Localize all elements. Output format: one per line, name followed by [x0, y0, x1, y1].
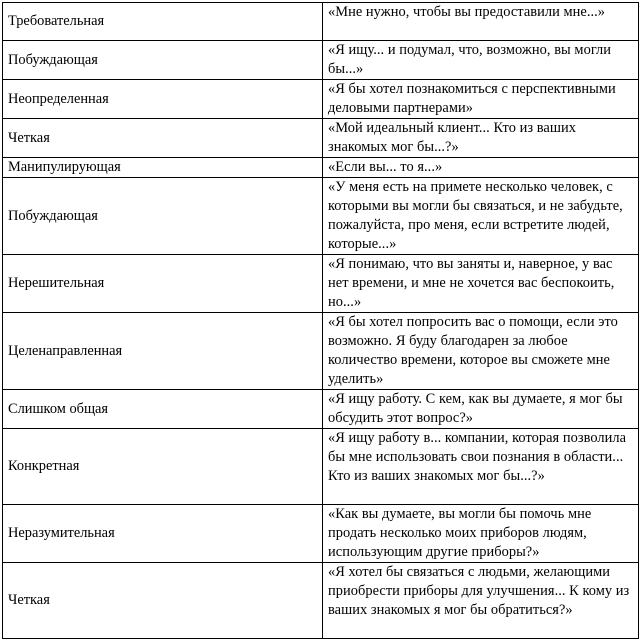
table-row — [3, 119, 639, 158]
example-phrase-cell: «Я бы хотел познакомиться с перспективными деловыми партнерами» — [323, 80, 639, 119]
table-row — [3, 313, 639, 390]
request-type-cell: Требовательная — [3, 3, 323, 41]
request-type-cell: Нерешительная — [3, 255, 323, 313]
request-type-cell: Четкая — [3, 119, 323, 158]
example-phrase-cell: «Мой идеальный клиент... Кто из ваших знакомых мог бы...?» — [323, 119, 639, 158]
table-row — [3, 80, 639, 119]
table-row — [3, 505, 639, 563]
request-type-cell: Целенаправленная — [3, 313, 323, 390]
example-phrase-cell: «Мне нужно, чтобы вы предоставили мне...» — [323, 3, 639, 41]
table-row — [3, 41, 639, 80]
example-phrase-cell: «Я бы хотел попросить вас о помощи, если это возможно. Я буду благодарен за любое количество времени, которое вы сможете мне уделить» — [323, 313, 639, 390]
request-type-cell: Неразумительная — [3, 505, 323, 563]
example-phrase-cell: «Я понимаю, что вы заняты и, наверное, у вас нет времени, и мне не хочется вас беспокоить, но...» — [323, 255, 639, 313]
request-types-table — [2, 2, 639, 639]
request-type-cell: Побуждающая — [3, 41, 323, 80]
request-type-cell: Манипулирующая — [3, 158, 323, 178]
table-row — [3, 158, 639, 178]
table-body — [3, 3, 639, 639]
example-phrase-cell: «Если вы... то я...» — [323, 158, 639, 178]
table-row — [3, 255, 639, 313]
request-type-cell: Побуждающая — [3, 178, 323, 255]
table-row — [3, 3, 639, 41]
request-type-cell: Слишком общая — [3, 390, 323, 429]
request-type-cell: Неопределенная — [3, 80, 323, 119]
example-phrase-cell: «Я ищу работу в... компании, которая позволила бы мне использовать свои познания в области... Кто из ваших знакомых мог бы...?» — [323, 429, 639, 505]
table-row — [3, 563, 639, 639]
request-type-cell: Конкретная — [3, 429, 323, 505]
table-row — [3, 429, 639, 505]
example-phrase-cell: «У меня есть на примете несколько человек, с которыми вы могли бы связаться, и не забудьте, пожалуйста, про меня, если встретите людей, которые...» — [323, 178, 639, 255]
table-row — [3, 178, 639, 255]
table-row — [3, 390, 639, 429]
example-phrase-cell: «Я ищу... и подумал, что, возможно, вы могли бы...» — [323, 41, 639, 80]
example-phrase-cell: «Я хотел бы связаться с людьми, желающими приобрести приборы для улучшения... К кому из ваших знакомых я мог бы обратиться?» — [323, 563, 639, 639]
example-phrase-cell: «Я ищу работу. С кем, как вы думаете, я мог бы обсудить этот вопрос?» — [323, 390, 639, 429]
example-phrase-cell: «Как вы думаете, вы могли бы помочь мне продать несколько моих приборов людям, использующим другие приборы?» — [323, 505, 639, 563]
request-type-cell: Четкая — [3, 563, 323, 639]
